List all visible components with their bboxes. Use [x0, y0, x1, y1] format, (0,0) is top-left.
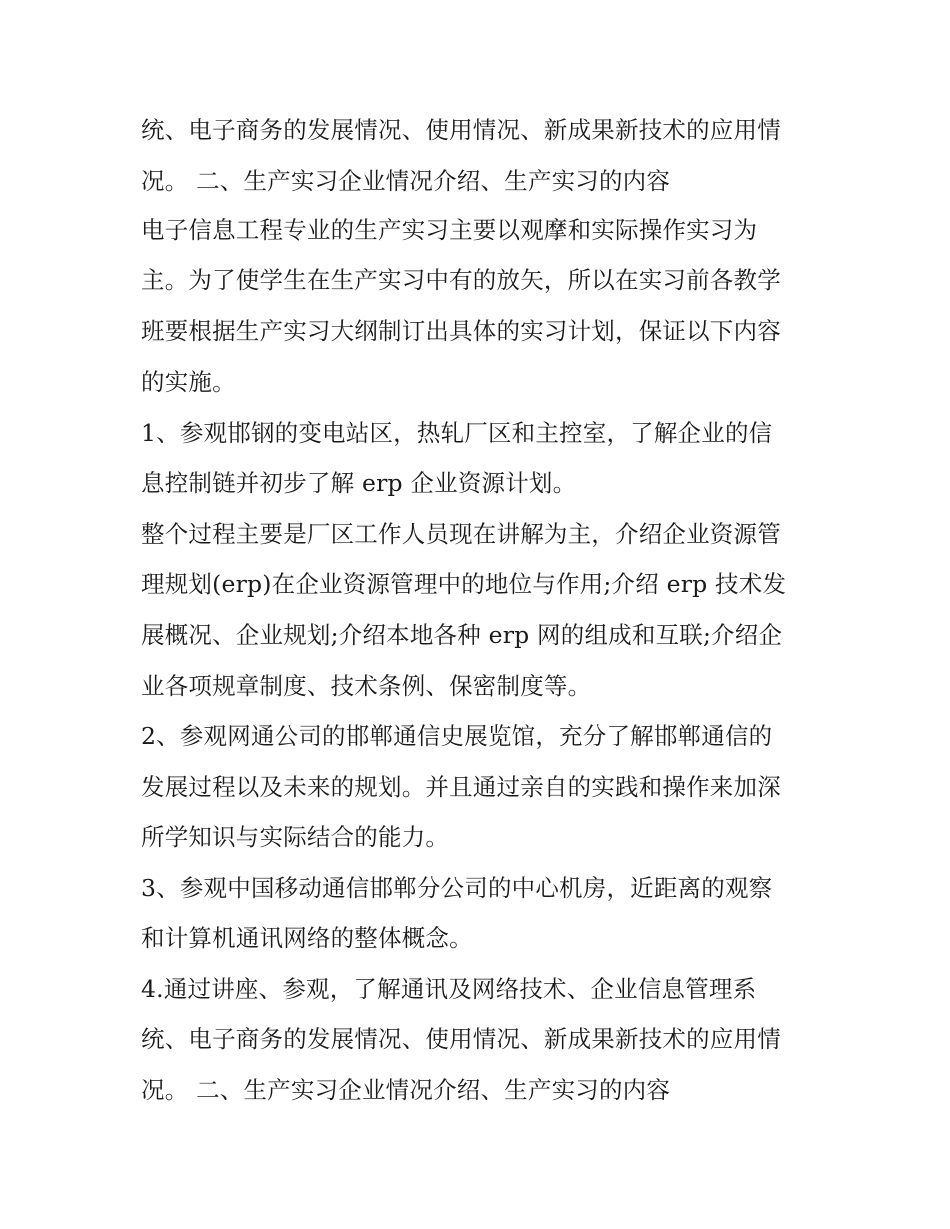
text-line: 息控制链并初步了解 erp 企业资源计划。: [141, 469, 577, 497]
text-line: 和计算机通讯网络的整体概念。: [141, 924, 473, 952]
text-line: 况。 二、生产实习企业情况介绍、生产实习的内容: [141, 1076, 671, 1104]
text-line: 整个过程主要是厂区工作人员现在讲解为主，介绍企业资源管: [141, 520, 781, 548]
text-line: 1、参观邯钢的变电站区，热轧厂区和主控室，了解企业的信: [141, 419, 773, 447]
text-line: 展概况、企业规划;介绍本地各种 erp 网的组成和互联;介绍企: [141, 621, 783, 649]
text-line: 班要根据生产实习大纲制订出具体的实习计划，保证以下内容: [141, 317, 781, 345]
text-line: 统、电子商务的发展情况、使用情况、新成果新技术的应用情: [141, 1025, 781, 1053]
text-line: 3、参观中国移动通信邯郸分公司的中心机房，近距离的观察: [141, 874, 773, 902]
text-line: 理规划(erp)在企业资源管理中的地位与作用;介绍 erp 技术发: [141, 570, 787, 598]
text-line: 主。为了使学生在生产实习中有的放矢，所以在实习前各教学: [141, 266, 781, 294]
text-line: 2、参观网通公司的邯郸通信史展览馆，充分了解邯郸通信的: [141, 722, 773, 750]
text-line: 业各项规章制度、技术条例、保密制度等。: [141, 672, 592, 700]
text-line: 电子信息工程专业的生产实习主要以观摩和实际操作实习为: [141, 216, 758, 244]
text-line: 发展过程以及未来的规划。并且通过亲自的实践和操作来加深: [141, 773, 781, 801]
text-line: 4.通过讲座、参观，了解通讯及网络技术、企业信息管理系: [141, 975, 757, 1003]
text-line: 所学知识与实际结合的能力。: [141, 823, 450, 851]
text-line: 况。 二、生产实习企业情况介绍、生产实习的内容: [141, 167, 671, 195]
text-line: 统、电子商务的发展情况、使用情况、新成果新技术的应用情: [141, 116, 781, 144]
text-line: 的实施。: [141, 368, 236, 396]
